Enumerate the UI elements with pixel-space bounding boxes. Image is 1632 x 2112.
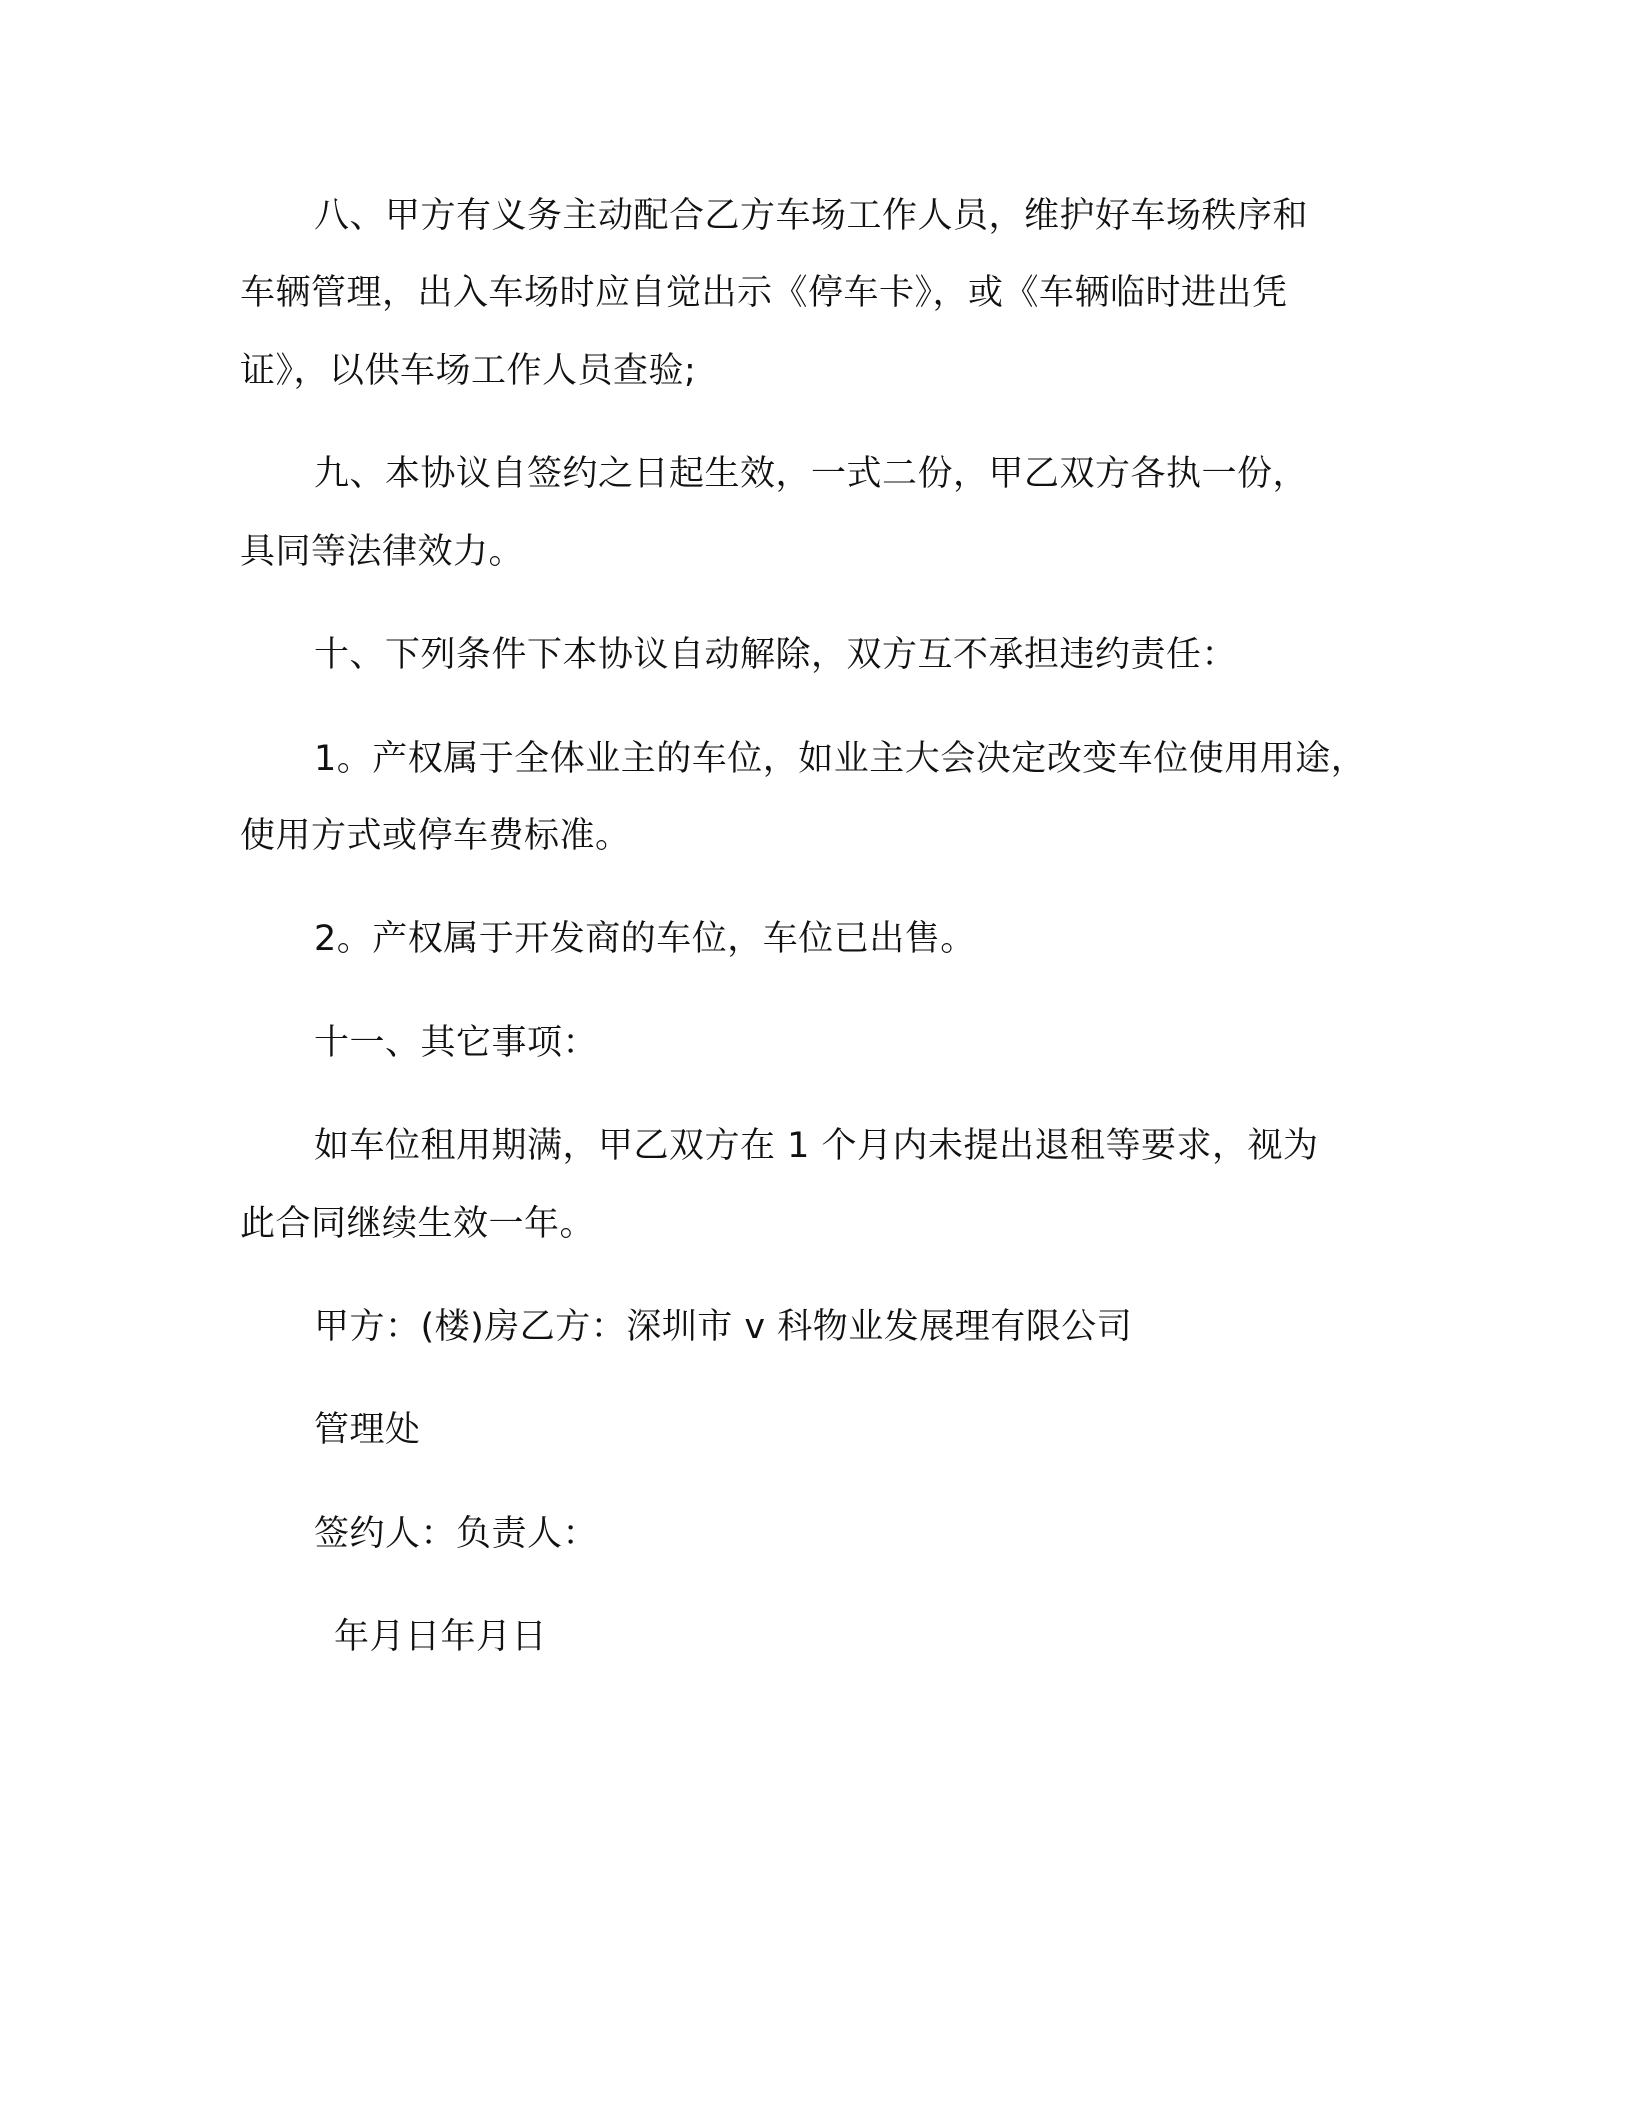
clause-11-text-line-2: 此合同继续生效一年。 (240, 1204, 596, 1244)
clause-11-heading: 十一、其它事项： (314, 1023, 599, 1063)
clause-8-line-2: 车辆管理，出入车场时应自觉出示《停车卡》，或《车辆临时进出凭 (240, 273, 1288, 313)
parties-line: 甲方：(楼)房乙方：深圳市 v 科物业发展理有限公司 (314, 1307, 1133, 1347)
dates-line: 年月日年月日 (334, 1617, 548, 1657)
clause-9-line-1: 九、本协议自签约之日起生效，一式二份，甲乙双方各执一份， (314, 454, 1309, 494)
clause-8-line-3: 证》，以供车场工作人员查验; (240, 351, 697, 391)
clause-10-item-1-line-2: 使用方式或停车费标准。 (240, 816, 631, 856)
clause-10-heading: 十、下列条件下本协议自动解除，双方互不承担违约责任： (314, 635, 1238, 675)
clause-10-item-2: 2。产权属于开发商的车位，车位已出售。 (314, 919, 976, 959)
clause-10-item-1-line-1: 1。产权属于全体业主的车位，如业主大会决定改变车位使用用途， (314, 739, 1367, 779)
clause-11-text-line-1: 如车位租用期满，甲乙双方在 1 个月内未提出退租等要求，视为 (314, 1126, 1319, 1166)
clause-8-line-1: 八、甲方有义务主动配合乙方车场工作人员，维护好车场秩序和 (314, 196, 1309, 236)
office-line: 管理处 (314, 1410, 421, 1450)
signatories-line: 签约人：负责人： (314, 1514, 599, 1554)
clause-9-line-2: 具同等法律效力。 (240, 532, 525, 572)
